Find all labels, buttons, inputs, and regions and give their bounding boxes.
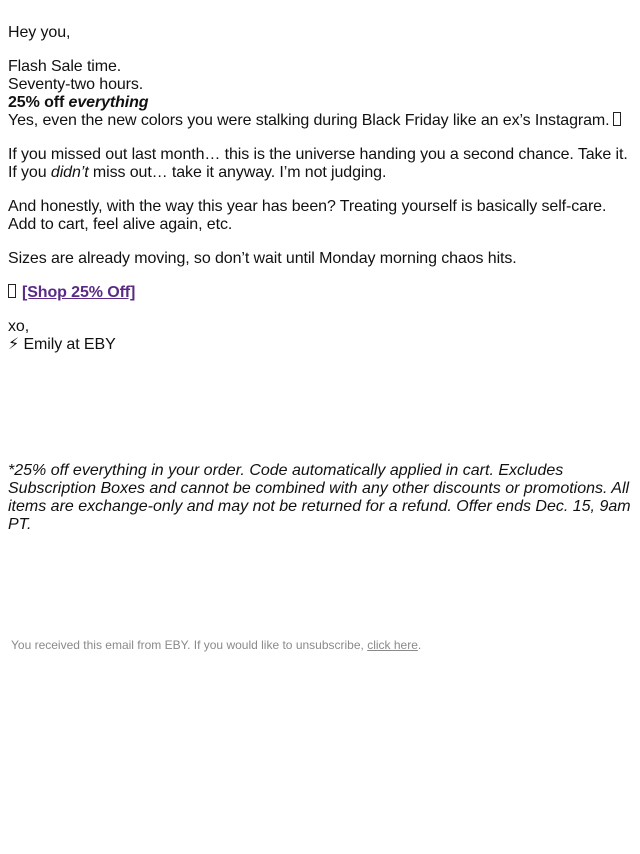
intro-line-4 <box>8 112 632 130</box>
unsubscribe-footer <box>11 637 421 653</box>
missed-line-2-italic: didn’t <box>50 164 89 181</box>
legal-disclaimer: *25% off everything in your order. Code automatically applied in cart. Excludes Subscription Boxes and cannot be combined with any other discounts or promotions. All items are exchange-only and may not be returned for a refund. Offer ends Dec. 15, 9am PT. <box>8 462 631 533</box>
pointer-emoji-icon <box>8 284 16 298</box>
honest-line-2: Add to cart, feel alive again, etc. <box>8 216 233 233</box>
signature: ⚡ Emily at EBY <box>8 336 116 353</box>
intro-line-2: Seventy-two hours. <box>8 76 144 93</box>
signoff-paragraph <box>8 318 632 354</box>
sizes-paragraph: Sizes are already moving, so don’t wait until Monday morning chaos hits. <box>8 250 517 267</box>
footer-period: . <box>417 638 422 652</box>
shop-sale-link[interactable]: [Shop 25% Off] <box>22 284 136 301</box>
intro-paragraph <box>8 58 632 130</box>
emoji-icon <box>613 112 621 126</box>
signoff: xo, <box>8 318 30 335</box>
unsubscribe-link[interactable]: click here <box>367 638 418 652</box>
missed-line-2-end: miss out… take it anyway. I’m not judging. <box>88 164 387 181</box>
greeting: Hey you, <box>8 24 71 41</box>
honest-line-1: And honestly, with the way this year has been? Treating yourself is basically self-care. <box>8 198 607 215</box>
cta-paragraph <box>8 284 632 302</box>
missed-line-2 <box>8 164 632 182</box>
missed-line-2-start: If you <box>8 164 51 181</box>
missed-line-1: If you missed out last month… this is the universe handing you a second chance. Take it. <box>8 146 628 163</box>
honest-paragraph <box>8 198 632 234</box>
offer-headline <box>8 94 632 112</box>
footer-text: You received this email from EBY. If you would like to unsubscribe, <box>11 638 368 652</box>
intro-line-1: Flash Sale time. <box>8 58 122 75</box>
intro-line-4-text: Yes, even the new colors you were stalking during Black Friday like an ex’s Instagram. <box>8 112 610 129</box>
offer-italic-text: everything <box>68 94 149 111</box>
offer-bold-text: 25% off <box>8 94 69 111</box>
email-body <box>8 24 632 354</box>
missed-paragraph <box>8 146 632 182</box>
